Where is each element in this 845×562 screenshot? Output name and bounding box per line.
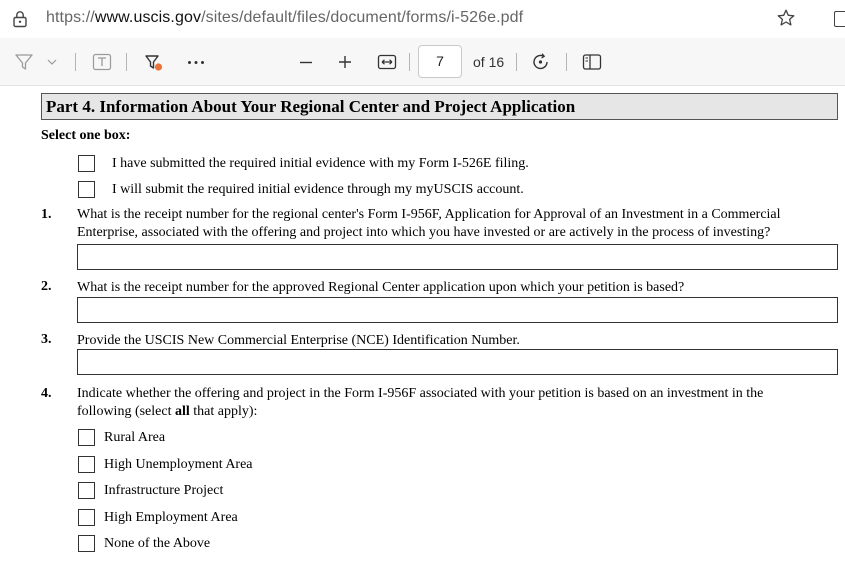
fit-width-icon[interactable] [377, 54, 397, 70]
question-3-text: Provide the USCIS New Commercial Enterprise (NCE) Identification Number. [77, 333, 520, 348]
select-one-label: Select one box: [41, 128, 131, 143]
question-2-number: 2. [41, 279, 52, 294]
question-1-text-continued: Enterprise, associated with the offering and project into which you have invested or are actively in the process of investing? [77, 225, 771, 240]
url-path: /sites/default/files/document/forms/i-526e.pdf [201, 9, 524, 26]
question-4-text-continued [77, 404, 257, 420]
infrastructure-project-checkbox[interactable] [78, 482, 95, 499]
toolbar-divider [516, 53, 517, 71]
question-1-text: What is the receipt number for the regional center's Form I-956F, Application for Approval of an Investment in a Commercial [77, 207, 781, 222]
none-of-the-above-checkbox[interactable] [78, 535, 95, 552]
lock-icon[interactable] [11, 10, 29, 28]
rural-area-label: Rural Area [104, 430, 166, 445]
question-3-number: 3. [41, 332, 52, 347]
question-4-text-all: all [174, 404, 190, 419]
question-2-text: What is the receipt number for the approved Regional Center application upon which your petition is based? [77, 280, 685, 295]
approved-application-receipt-number-field[interactable] [77, 297, 838, 323]
pdf-toolbar [0, 38, 845, 86]
evidence-submitted-checkbox[interactable] [78, 155, 95, 172]
address-bar[interactable] [0, 0, 845, 38]
toolbar-divider [75, 53, 76, 71]
high-unemployment-area-label: High Unemployment Area [104, 457, 253, 472]
favorite-star-icon[interactable] [776, 8, 796, 28]
text-box-icon[interactable] [92, 53, 112, 71]
zoom-out-icon[interactable] [299, 61, 313, 64]
question-4-number: 4. [41, 386, 52, 401]
draw-icon[interactable] [143, 51, 165, 73]
zoom-in-icon[interactable] [338, 55, 352, 69]
rotate-icon[interactable] [531, 52, 551, 72]
page-number-input[interactable]: 7 [418, 45, 462, 78]
question-4-text-b: that apply): [189, 404, 258, 419]
sidebar-toggle-icon[interactable] [834, 11, 845, 27]
part-4-title: Part 4. Information About Your Regional Center and Project Application [41, 93, 838, 120]
toolbar-divider [409, 53, 410, 71]
page-total-label: of 16 [473, 54, 505, 70]
url-host: www.uscis.gov [94, 9, 202, 26]
page-view-icon[interactable] [582, 53, 602, 71]
question-4-text-a: following (select [77, 404, 175, 419]
nce-identification-number-field[interactable] [77, 349, 838, 375]
highlight-icon[interactable] [14, 53, 34, 71]
question-1-number: 1. [41, 207, 52, 222]
none-of-the-above-label: None of the Above [104, 536, 211, 551]
rural-area-checkbox[interactable] [78, 429, 95, 446]
url-text[interactable] [46, 9, 523, 27]
toolbar-divider [566, 53, 567, 71]
question-4-text: Indicate whether the offering and project in the Form I-956F associated with your petition is based on an investment in the [77, 386, 764, 401]
pdf-page [0, 87, 845, 562]
toolbar-divider [126, 53, 127, 71]
high-employment-area-checkbox[interactable] [78, 509, 95, 526]
evidence-myuscis-label: I will submit the required initial evidence through my myUSCIS account. [112, 182, 524, 197]
infrastructure-project-label: Infrastructure Project [104, 483, 224, 498]
high-unemployment-area-checkbox[interactable] [78, 456, 95, 473]
url-scheme: https:// [46, 9, 95, 26]
regional-center-receipt-number-field[interactable] [77, 244, 838, 270]
high-employment-area-label: High Employment Area [104, 510, 238, 525]
chevron-down-icon[interactable] [47, 59, 57, 66]
evidence-myuscis-checkbox[interactable] [78, 181, 95, 198]
more-options-icon[interactable] [187, 60, 205, 65]
evidence-submitted-label: I have submitted the required initial evidence with my Form I-526E filing. [112, 156, 529, 171]
